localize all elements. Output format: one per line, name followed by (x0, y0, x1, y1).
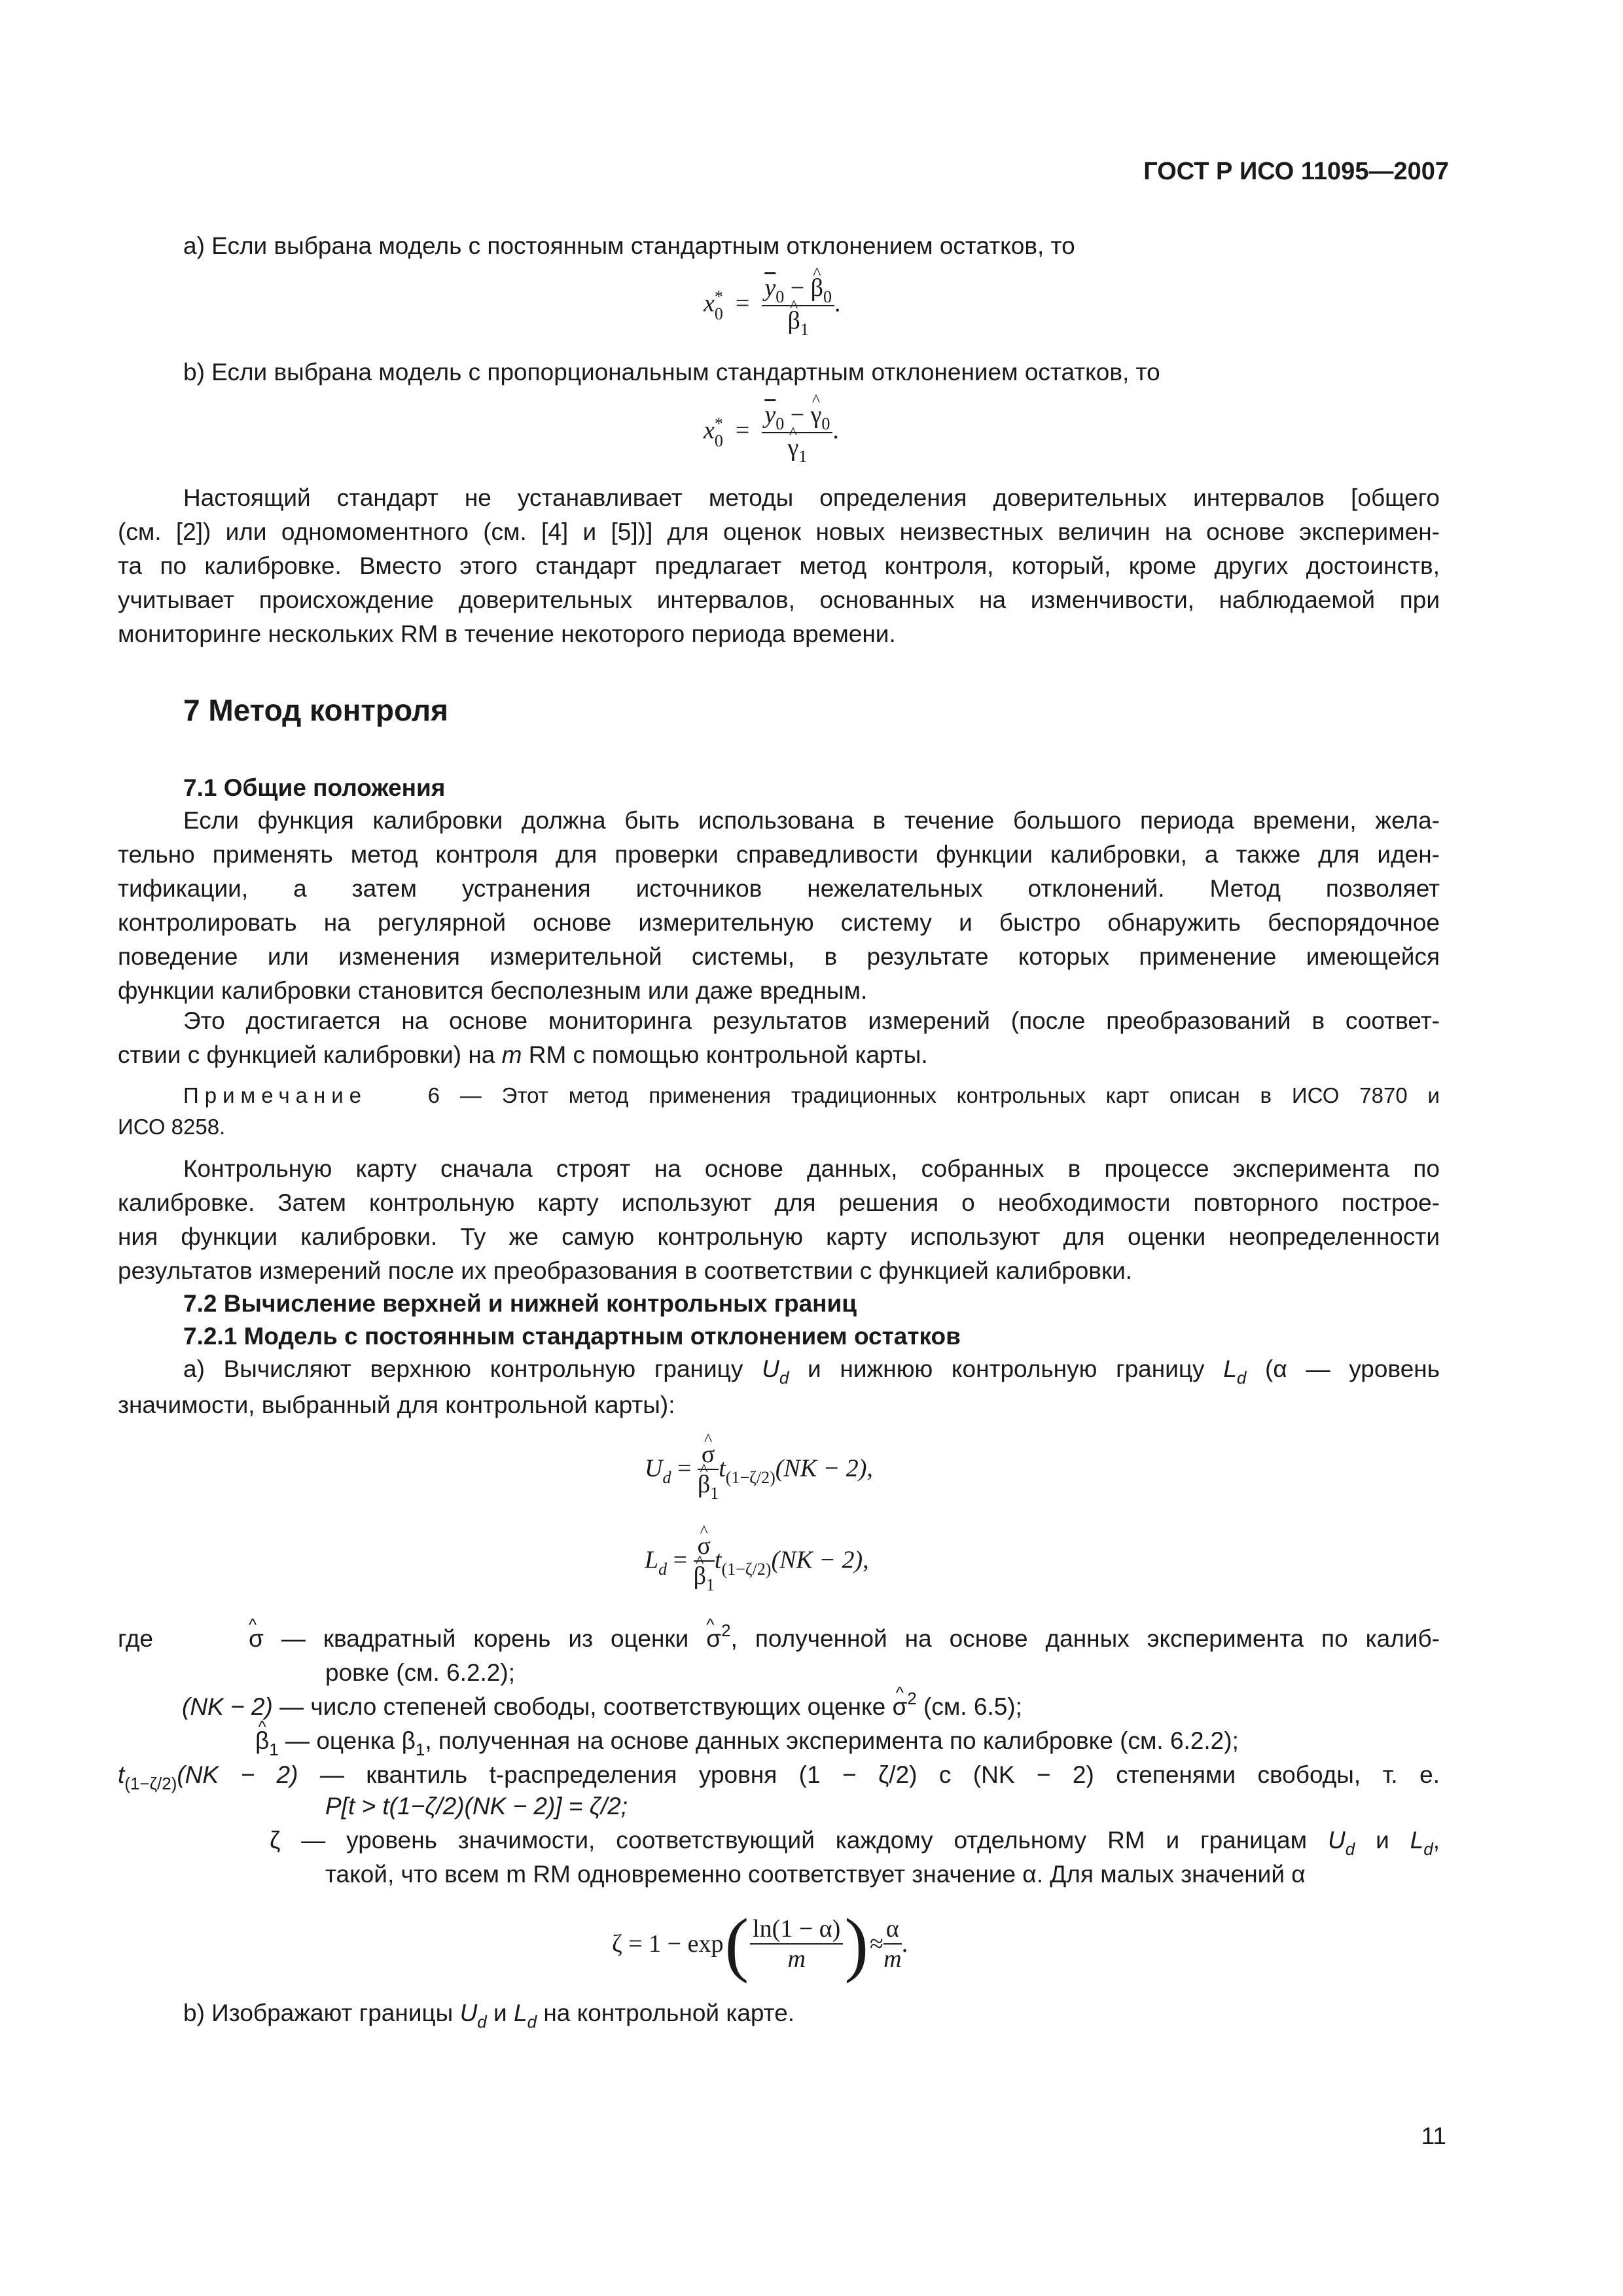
note-label: Примечание (183, 1083, 368, 1107)
subsection-7-2-1-item-b: b) Изображают границы $U_d$ и $L_d$ на контрольной карте. (183, 2000, 795, 2032)
definition-dof: (NK − 2) — число степеней свободы, соответствующих оценке ^ $\sigma^2$ (см. 6.5); (182, 1690, 1022, 1726)
formula-fraction: $\overline{y}_0$ − ^ $\gamma_0$ ^ $\gamma_1$ (762, 401, 832, 465)
intro-item-b: b) Если выбрана модель с пропорциональным стандартным отклонением остатков, то (183, 359, 1160, 386)
subsection-title-7-1: 7.1 Общие положения (183, 774, 446, 801)
formula-eq: = (729, 289, 756, 317)
formula-fraction: ^ σ ^ $\beta_1$ (698, 1440, 719, 1501)
intro-item-a: a) Если выбрана модель с постоянным стандартным отклонением остатков, то (183, 232, 1075, 259)
subsection-7-2-1-item-a: a) Вычисляют верхнюю контрольную границу $U_d$ и нижнюю контрольную границу $L_d$ (α — уровень значимости, выбранный для контрольной карты): (118, 1355, 1440, 1418)
formula-fraction-2: $\frac{\alpha}{m}$ (883, 1915, 902, 1973)
note-6: Примечание 6 — Этот метод применения традиционных контрольных карт описан в ИСО 7870 и ИСО 8258. (118, 1083, 1440, 1139)
formula-lhs-script: * 0 (714, 287, 723, 323)
formula-x0-constant: x * 0 = $\overline{y}_0$ − ^ $\beta_0$ ^ $\beta_1$ . (704, 274, 840, 338)
definition-beta1: ^ $\beta_1$ — оценка $\beta_1$, полученная на основе данных эксперимента по калибровке (см. 6.2.2); (255, 1724, 1239, 1760)
formula-x0-proportional: x * 0 = $\overline{y}_0$ − ^ $\gamma_0$ ^ $\gamma_1$ . (704, 401, 839, 465)
subsection-7-1-paragraph-3: Контрольную карту сначала строят на основе данных, собранных в процессе эксперимента по калибровке. Затем контрольную карту используют для решения о необходимости повторного построе- ния функции калибровки. Ту же самую контрольную карту используют для оценки неопределенности результатов измерений после их преобразования в соответствии с функцией калибровки. (118, 1155, 1440, 1284)
where-label: где (118, 1625, 154, 1652)
formula-fraction: ^ σ ^ $\beta_1$ (694, 1532, 715, 1593)
formula-lhs: x (704, 289, 715, 317)
page-number: 11 (1421, 2123, 1446, 2149)
formula-fraction: $\overline{y}_0$ − ^ $\beta_0$ ^ $\beta_1$ (762, 274, 834, 338)
definition-t-quantile-cont: P[t > t(1−ζ/2)(NK − 2)] = ζ/2; (325, 1793, 628, 1820)
intro-paragraph: Настоящий стандарт не устанавливает методы определения доверительных интервалов [общего (см. [2]) или одномоментного (см. [4] и [5])] для оценок новых неизвестных величин на основе эксперимен- та по калибровке. Вместо этого стандарт предлагает метод контроля, который, кроме других достоинств, учитывает происхождение доверительных интервалов, основанных на изменчивости, наблюдаемой при мониторинге нескольких RM в течение некоторого периода времени. (118, 484, 1440, 647)
formula-fraction: $\frac{\ln(1 - \alpha)}{m}$ (750, 1914, 843, 1973)
subsection-7-1-paragraph: Если функция калибровки должна быть использована в течение большого периода времени, жела- тельно применять метод контроля для проверки справедливости функции калибровки, а также для иден- тификации, а затем устранения источников нежелательных отклонений. Метод позволяет контролировать на регулярной основе измерительную систему и быстро обнаружить беспорядочное поведение или изменения измерительной системы, в результате которых применение имеющейся функции калибровки становится бесполезным или даже вредным. (118, 807, 1440, 1004)
subsection-title-7-2: 7.2 Вычисление верхней и нижней контрольных границ (183, 1290, 857, 1317)
subsection-title-7-2-1: 7.2.1 Модель с постоянным стандартным отклонением остатков (183, 1323, 961, 1350)
definition-zeta: ζ — уровень значимости, соответствующий каждому отдельному RM и границам $U_d$ и $L_d$, (270, 1827, 1440, 1859)
formula-lower-limit: $L_d$ = ^ σ ^ $\beta_1$ $t_{(1-\zeta/2)}(NK - 2)$, (645, 1532, 869, 1593)
definition-t-quantile: $t_{(1-\zeta/2)}(NK - 2)$ — квантиль t-распределения уровня (1 − ζ/2) с (NK − 2) степенями свободы, т. е. (118, 1761, 1440, 1793)
definition-sigma: ^ σ — квадратный корень из оценки ^ $\sigma^2$, полученной на основе данных эксперимента по калиб- (249, 1622, 1440, 1658)
formula-zeta: ζ = 1 − exp ( $\frac{\ln(1 - \alpha)}{m}$ ) ≈ $\frac{\alpha}{m}$ . (612, 1904, 908, 1984)
definition-zeta-cont: такой, что всем m RM одновременно соответствует значение α. Для малых значений α (325, 1861, 1306, 1888)
formula-upper-limit: $U_d$ = ^ σ ^ $\beta_1$ $t_{(1-\zeta/2)}(NK - 2)$, (645, 1440, 873, 1501)
definition-sigma-cont: ровке (см. 6.2.2); (325, 1659, 515, 1686)
document-header: ГОСТ Р ИСО 11095—2007 (1143, 158, 1449, 185)
subsection-7-1-paragraph-2: Это достигается на основе мониторинга результатов измерений (после преобразований в соответ- ствии с функцией калибровки) на m RM с помощью контрольной карты. (118, 1007, 1440, 1068)
section-title: 7 Метод контроля (183, 693, 448, 727)
